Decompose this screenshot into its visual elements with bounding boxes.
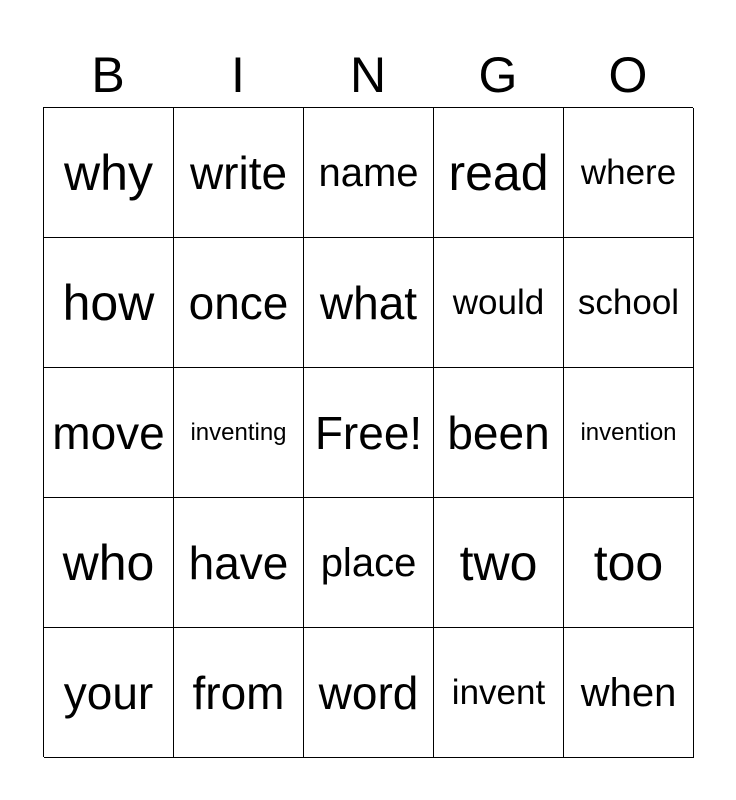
bingo-cell[interactable]: invention [564,368,694,498]
bingo-cell[interactable]: move [44,368,174,498]
bingo-cell[interactable]: from [174,628,304,758]
bingo-cell[interactable]: who [44,498,174,628]
bingo-cell[interactable]: have [174,498,304,628]
header-letter-i: I [231,47,245,103]
bingo-cell[interactable]: two [434,498,564,628]
bingo-cell[interactable]: word [304,628,434,758]
bingo-cell[interactable]: school [564,238,694,368]
bingo-cell[interactable]: once [174,238,304,368]
bingo-cell[interactable]: why [44,108,174,238]
free-space-cell[interactable]: Free! [304,368,434,498]
bingo-cell[interactable]: how [44,238,174,368]
bingo-cell[interactable]: inventing [174,368,304,498]
header-letter-g: G [478,47,518,103]
bingo-cell[interactable]: what [304,238,434,368]
bingo-cell[interactable]: invent [434,628,564,758]
bingo-cell[interactable]: been [434,368,564,498]
bingo-cell[interactable]: when [564,628,694,758]
bingo-cell[interactable]: where [564,108,694,238]
bingo-header [43,44,693,106]
bingo-cell[interactable]: would [434,238,564,368]
header-letter-n: N [349,47,387,103]
bingo-board [43,107,693,757]
bingo-cell[interactable]: your [44,628,174,758]
bingo-cell[interactable]: read [434,108,564,238]
bingo-cell[interactable]: place [304,498,434,628]
header-letter-b: B [91,47,125,103]
header-letter-o: O [608,47,648,103]
bingo-cell[interactable]: name [304,108,434,238]
bingo-cell[interactable]: too [564,498,694,628]
bingo-cell[interactable]: write [174,108,304,238]
